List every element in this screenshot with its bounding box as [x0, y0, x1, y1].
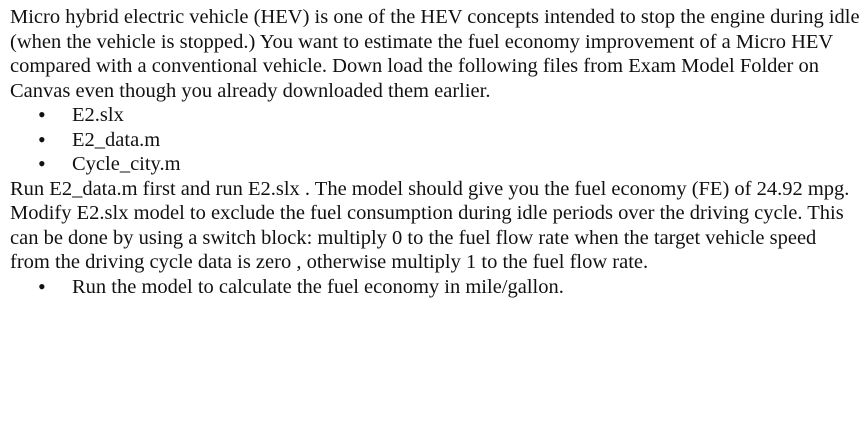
- file-name: E2.slx: [72, 104, 124, 126]
- run-instruction-paragraph: Run E2_data.m first and run E2.slx . The model should give you the fuel economy (FE) of 24.92 mpg.: [10, 177, 850, 200]
- bullet-icon: •: [38, 151, 46, 176]
- file-list: [10, 103, 860, 177]
- bullet-icon: •: [38, 273, 46, 299]
- task-text: Run the model to calculate the fuel economy in mile/gallon.: [72, 275, 564, 298]
- modify-instruction-paragraph: Modify E2.slx model to exclude the fuel consumption during idle periods over the driving cycle. This can be done by using a switch block: multiply 0 to the fuel flow rate when the target vehicle speed from the driving cycle data is zero , otherwise multiply 1 to the fuel flow rate.: [10, 202, 844, 273]
- task-list: [10, 275, 860, 300]
- intro-paragraph: Micro hybrid electric vehicle (HEV) is one of the HEV concepts intended to stop the engine during idle (when the vehicle is stopped.) You want to estimate the fuel economy improvement of a Micro HEV compared with a conventional vehicle. Down load the following files from Exam Model Folder on Canvas even though you already downloaded them earlier.: [10, 6, 860, 102]
- file-name: Cycle_city.m: [72, 153, 181, 175]
- file-list-item: [10, 103, 860, 128]
- file-list-item: [10, 128, 860, 153]
- document-body: [10, 5, 860, 299]
- bullet-icon: •: [38, 102, 46, 127]
- file-list-item: [10, 152, 860, 177]
- task-list-item: [10, 275, 860, 300]
- file-name: E2_data.m: [72, 128, 161, 151]
- bullet-icon: •: [38, 126, 46, 152]
